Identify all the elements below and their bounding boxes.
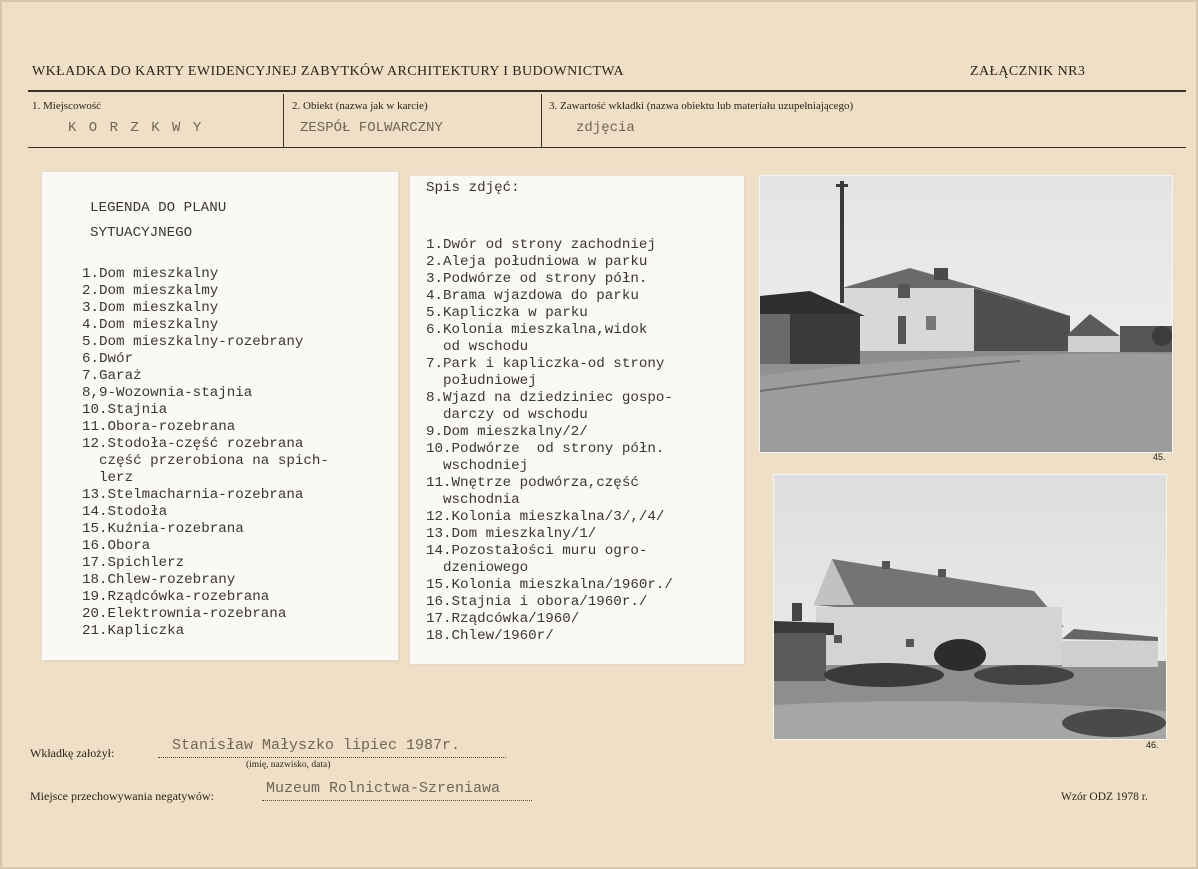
photo-list-item: południowej (426, 373, 537, 389)
legend-item: 2.Dom mieszkalmy (82, 283, 219, 299)
attachment-number: ZAŁĄCZNIK NR3 (970, 64, 1086, 79)
locality-label: 1. Miejscowość (32, 100, 102, 112)
legend-item: 4.Dom mieszkalny (82, 317, 219, 333)
legend-item: 14.Stodoła (82, 504, 168, 520)
locality-value: K O R Z K W Y (68, 120, 204, 136)
legend-item: 1.Dom mieszkalny (82, 266, 219, 282)
content-value: zdjęcia (576, 120, 635, 136)
photo-list-item: 17.Rządcówka/1960/ (426, 611, 580, 627)
legend-item: 5.Dom mieszkalny-rozebrany (82, 334, 304, 350)
photo-list-item: darczy od wschodu (426, 407, 588, 423)
photo-number: 45. (1153, 452, 1166, 462)
legend-item: 10.Stajnia (82, 402, 168, 418)
photo-list-item: 9.Dom mieszkalny/2/ (426, 424, 588, 440)
photo-list (426, 237, 673, 645)
legend-item: 15.Kuźnia-rozebrana (82, 521, 244, 537)
legend-item: 7.Garaż (82, 368, 142, 384)
legend-item: 12.Stodoła-część rozebrana (82, 436, 304, 452)
object-value: ZESPÓŁ FOLWARCZNY (300, 120, 443, 136)
photo-farm-house-street (759, 175, 1173, 453)
photo-list-item: 15.Kolonia mieszkalna/1960r./ (426, 577, 673, 593)
photo-barn-building (773, 474, 1167, 740)
photo-image (774, 475, 1166, 739)
storage-dotted-line (262, 800, 532, 801)
photo-list-item: od wschodu (426, 339, 529, 355)
field-divider (283, 94, 284, 148)
legend-title: LEGENDA DO PLANU (90, 200, 227, 216)
photo-list-item: 18.Chlew/1960r/ (426, 628, 554, 644)
object-label: 2. Obiekt (nazwa jak w karcie) (292, 100, 428, 112)
photo-list-item: 14.Pozostałości muru ogro- (426, 543, 648, 559)
photo-list-sheet (410, 176, 744, 664)
legend-item: 18.Chlew-rozebrany (82, 572, 236, 588)
founder-hint: (imię, nazwisko, data) (246, 760, 331, 770)
founder-value: Stanisław Małyszko lipiec 1987r. (172, 737, 461, 754)
content-label: 3. Zawartość wkładki (nazwa obiektu lub materiału uzupełniającego) (549, 100, 854, 112)
photo-list-item: 11.Wnętrze podwórza,część (426, 475, 639, 491)
photo-list-title: Spis zdjęć: (426, 180, 520, 196)
legend-item: 8,9-Wozownia-stajnia (82, 385, 253, 401)
photo-list-item: 3.Podwórze od strony półn. (426, 271, 648, 287)
storage-label: Miejsce przechowywania negatywów: (30, 789, 214, 803)
photo-list-item: 6.Kolonia mieszkalna,widok (426, 322, 648, 338)
legend-item: 21.Kapliczka (82, 623, 185, 639)
card-title: WKŁADKA DO KARTY EWIDENCYJNEJ ZABYTKÓW ARCHITEKTURY I BUDOWNICTWA (32, 64, 624, 79)
photo-list-item: 2.Aleja południowa w parku (426, 254, 648, 270)
legend-subtitle: SYTUACYJNEGO (90, 225, 193, 241)
photo-list-item: 4.Brama wjazdowa do parku (426, 288, 639, 304)
photo-number: 46. (1146, 740, 1159, 750)
header-rule (28, 90, 1186, 92)
fields-rule (28, 147, 1186, 148)
legend-item: 13.Stelmacharnia-rozebrana (82, 487, 304, 503)
legend-item: część przerobiona na spich- (82, 453, 329, 469)
photo-list-item: 10.Podwórze od strony półn. (426, 441, 665, 457)
photo-list-item: 5.Kapliczka w parku (426, 305, 588, 321)
legend-item: 16.Obora (82, 538, 151, 554)
form-code: Wzór ODZ 1978 r. (1061, 791, 1148, 803)
founder-dotted-line (158, 757, 506, 758)
legend-sheet (42, 172, 398, 660)
field-divider (541, 94, 542, 148)
legend-item: 3.Dom mieszkalny (82, 300, 219, 316)
legend-item: 6.Dwór (82, 351, 134, 367)
photo-list-item: 1.Dwór od strony zachodniej (426, 237, 656, 253)
storage-value: Muzeum Rolnictwa-Szreniawa (266, 780, 501, 797)
legend-item: 19.Rządcówka-rozebrana (82, 589, 270, 605)
photo-list-item: dzeniowego (426, 560, 529, 576)
legend-list (82, 266, 329, 640)
legend-item: lerz (82, 470, 134, 486)
photo-list-item: 13.Dom mieszkalny/1/ (426, 526, 597, 542)
photo-list-item: 16.Stajnia i obora/1960r./ (426, 594, 648, 610)
founder-label: Wkładkę założył: (30, 746, 115, 760)
legend-item: 20.Elektrownia-rozebrana (82, 606, 287, 622)
photo-list-item: 8.Wjazd na dziedziniec gospo- (426, 390, 673, 406)
photo-image (760, 176, 1172, 452)
photo-list-item: wschodnia (426, 492, 520, 508)
legend-item: 17.Spichlerz (82, 555, 185, 571)
photo-list-item: wschodniej (426, 458, 529, 474)
legend-item: 11.Obora-rozebrana (82, 419, 236, 435)
photo-list-item: 7.Park i kapliczka-od strony (426, 356, 665, 372)
photo-list-item: 12.Kolonia mieszkalna/3/,/4/ (426, 509, 665, 525)
